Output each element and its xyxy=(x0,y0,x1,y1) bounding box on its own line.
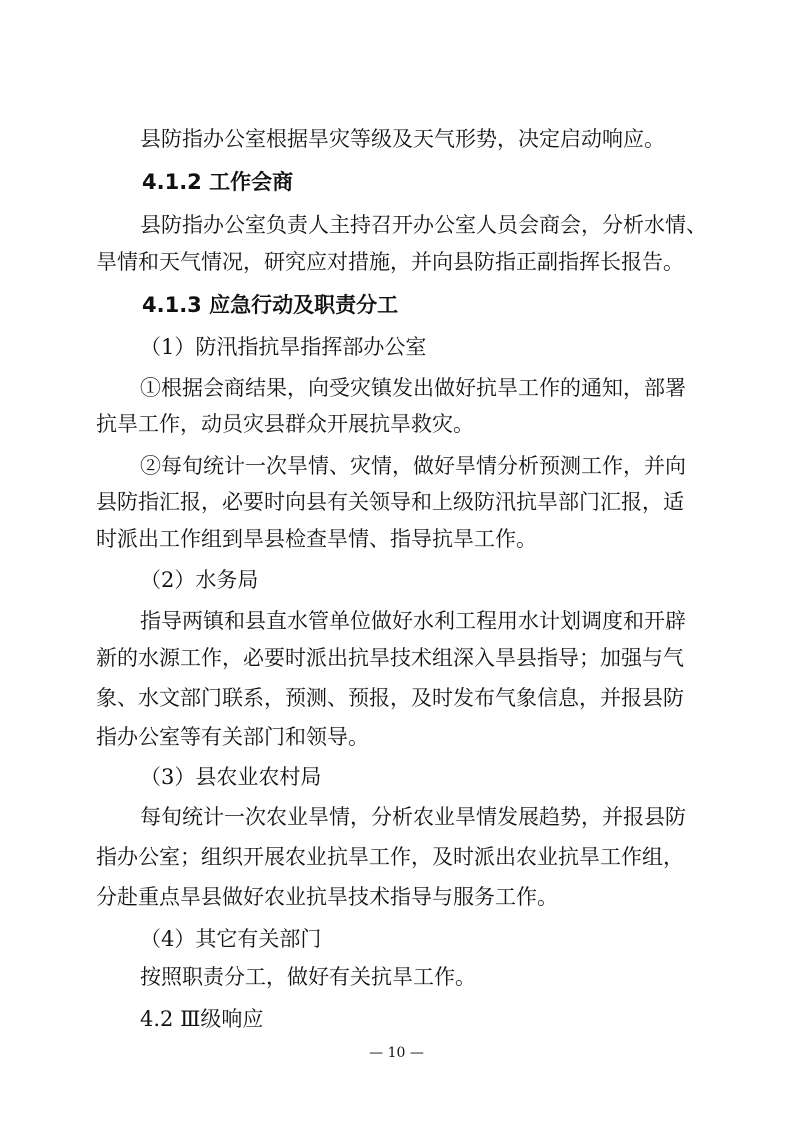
subsection-heading: （4）其它有关部门 xyxy=(140,927,322,951)
paragraph-line: 县防指办公室根据旱灾等级及天气形势，决定启动响应。 xyxy=(140,127,665,151)
paragraph-line: 新的水源工作，必要时派出抗旱技术组深入旱县指导；加强与气 xyxy=(96,646,684,670)
paragraph-line: 指办公室等有关部门和领导。 xyxy=(96,725,369,749)
paragraph-line: 旱情和天气情况，研究应对措施，并向县防指正副指挥长报告。 xyxy=(96,250,684,274)
subsection-heading: （2）水务局 xyxy=(140,568,259,592)
paragraph-line: 按照职责分工，做好有关抗旱工作。 xyxy=(140,965,476,989)
paragraph-line: 指办公室；组织开展农业抗旱工作，及时派出农业抗旱工作组， xyxy=(96,845,684,869)
section-heading-4-1-2: 4.1.2 工作会商 xyxy=(142,170,294,194)
section-heading-4-2: 4.2 Ⅲ级响应 xyxy=(140,1007,264,1031)
paragraph-line: 县防指汇报，必要时向县有关领导和上级防汛抗旱部门汇报，适 xyxy=(96,490,684,514)
paragraph-line: 每旬统计一次农业旱情，分析农业旱情发展趋势，并报县防 xyxy=(140,805,686,829)
paragraph-line: 时派出工作组到旱县检查旱情、指导抗旱工作。 xyxy=(96,527,537,551)
paragraph-line: 县防指办公室负责人主持召开办公室人员会商会，分析水情、 xyxy=(140,213,707,237)
section-heading-4-1-3: 4.1.3 应急行动及职责分工 xyxy=(142,293,399,317)
paragraph-line: 抗旱工作，动员灾县群众开展抗旱救灾。 xyxy=(96,412,474,436)
subsection-heading: （3）县农业农村局 xyxy=(140,765,322,789)
paragraph-line: 分赴重点旱县做好农业抗旱技术指导与服务工作。 xyxy=(96,885,558,909)
paragraph-line: 象、水文部门联系，预测、预报，及时发布气象信息，并报县防 xyxy=(96,686,684,710)
page-number: — 10 — xyxy=(369,1045,424,1061)
paragraph-line: 指导两镇和县直水管单位做好水利工程用水计划调度和开辟 xyxy=(140,609,686,633)
subsection-heading: （1）防汛指抗旱指挥部办公室 xyxy=(140,335,427,359)
paragraph-line: ②每旬统计一次旱情、灾情，做好旱情分析预测工作，并向 xyxy=(140,454,686,478)
paragraph-line: ①根据会商结果，向受灾镇发出做好抗旱工作的通知，部署 xyxy=(140,376,686,400)
